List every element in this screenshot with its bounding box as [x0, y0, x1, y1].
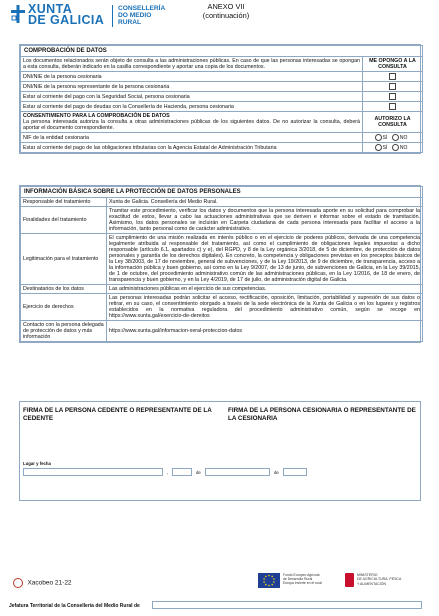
ministry-text [357, 573, 401, 586]
row-dni-cesionaria: DNI/NIE de la persona cesionaria [21, 72, 363, 82]
place-input[interactable] [23, 468, 163, 476]
ministry-line3: Y ALIMENTACIÓN [357, 581, 387, 586]
derechos-value: Las personas interesadas podrán solicitar el acceso, rectificación, oposición, limitación, portabilidad y supresión de sus datos o retirar, en su caso, el consentimiento otorgado a través de la sede electrónica de la Xunta de Galicia o en los lugares y registros establecidos en la normativa reguladora del procedimiento administrativo común, según se recoge en https://www.xunta.gal/exercicio-de-dereitos [107, 294, 423, 321]
authorize-header: AUTORIZO LA CONSULTA [363, 112, 423, 133]
consellaria-wordmark [118, 5, 165, 26]
row-dni-representante: DNI/NIE de la persona representante de la persona cesionaria [21, 82, 363, 92]
proteccion-title: INFORMACIÓN BÁSICA SOBRE LA PROTECCIÓN DE DATOS PERSONALES [21, 187, 423, 198]
firma-cesionaria-title: FIRMA DE LA PERSONA CESIONARIA O REPRESENTANTE DE LA CESIONARIA [228, 407, 416, 422]
day-input[interactable] [172, 468, 192, 476]
xunta-line1: XUNTA [28, 2, 73, 16]
destinatarios-label: Destinatarios de los datos [21, 285, 107, 294]
eu-flag-icon [258, 573, 280, 588]
xacobeo-icon [13, 578, 23, 588]
spain-crest-icon [345, 573, 354, 587]
xacobeo-logo [13, 574, 72, 586]
responsable-value: Xunta de Galicia. Consellería del Medio Rural. [107, 198, 423, 207]
consent-title: CONSENTIMIENTO PARA LA COMPROBACIÓN DE DATOS [23, 113, 170, 119]
firma-cedente-title: FIRMA DE LA PERSONA CEDENTE O REPRESENTANTE DE LA CEDENTE [23, 407, 212, 422]
comprobacion-intro: Los documentos relacionados serán objeto de consulta a las administraciones públicas. En caso de que las personas interesadas se opongan a esta consulta, deberán indicarlo en la casilla correspondiente y aportar una copia de los documentos. [21, 57, 363, 72]
annex-heading [191, 3, 261, 20]
derechos-label: Ejercicio de derechos [21, 294, 107, 321]
comprobacion-title: COMPROBACIÓN DE DATOS [21, 46, 423, 57]
xunta-logo [10, 4, 26, 24]
finalidades-label: Finalidades del tratamiento [21, 207, 107, 234]
contacto-link[interactable]: https://www.xunta.gal/informacion-xeral-proteccion-datos [107, 321, 423, 342]
annex-subtitle: (continuación) [202, 10, 250, 20]
oppose-checkbox-dni-cesionaria[interactable] [389, 73, 396, 80]
feader-line3: Europa invierte en el rural [283, 581, 322, 586]
consent-text: La persona interesada autoriza la consulta a otras administraciones públicas de los siguientes datos. De no autorizar la consulta, deberá aportar el documento correspondiente. [23, 119, 360, 131]
eu-stars-icon [258, 573, 280, 588]
responsable-label: Responsable del tratamiento [21, 198, 107, 207]
contacto-label: Contacto con la persona delegada de protección de datos y más información [21, 321, 107, 342]
oppose-checkbox-hacienda[interactable] [389, 103, 396, 110]
nif-no-label: NO [399, 134, 408, 141]
legitimacion-value: El cumplimiento de una misión realizada en interés público o en el ejercicio de poderes públicos, derivada de una competencia legalmente atribuida al responsable del tratamiento, así como el cumplimiento de obligaciones legales impuestas a dicho responsable (artículo 6.1, apartados c) y e), del RGPD, y 8 de la Ley orgánica 3/2018, de 5 de diciembre, de protección de datos personales y garantía de los derechos digitales). En concreto, la competencia y obligaciones previstas en los preceptos básicos de la Ley 38/2003, de 17 de noviembre, general de subvenciones, y de la Ley 19/2013, de 9 de diciembre, de transparencia, acceso a la información pública y buen gobierno, así como en la Ley 9/2007, de 13 de junio, de subvenciones de Galicia, en la Ley 39/2015, de 1 de octubre, del procedimiento administrativo común de las administraciones públicas, en la Ley 1/2016, de 18 de enero, de transparencia y buen gobierno, y en la Ley 4/2019, de 17 de julio, de administración digital de Galicia. [107, 234, 423, 285]
oppose-checkbox-seguridad-social[interactable] [389, 93, 396, 100]
row-nif-entidad: NIF de la entidad cesionaria [21, 133, 363, 143]
ministry-line1: MINISTERIO [357, 573, 378, 577]
aeat-no-label: NO [399, 144, 408, 151]
place-date-label: Lugar y fecha [23, 461, 51, 466]
galicia-cross-icon [10, 4, 26, 24]
destinatarios-value: Las administraciones públicas en el ejercicio de sus competencias. [107, 285, 423, 294]
month-input[interactable] [205, 468, 270, 476]
date-sep-comma: , [167, 470, 169, 475]
date-sep-de1: de [196, 470, 201, 475]
oppose-checkbox-dni-representante[interactable] [389, 83, 396, 90]
feader-line2: de Desarrollo Rural [283, 577, 313, 582]
consent-block [21, 112, 363, 133]
logo-divider [112, 5, 113, 27]
nif-yes-radio[interactable] [375, 134, 382, 141]
date-sep-de2: de [274, 470, 279, 475]
annex-title: ANEXO VII [207, 2, 245, 11]
footer-label: Jefatura Territorial de la Consellería del Medio Rural de [9, 603, 140, 609]
feader-line1: Fondo Europeo Agrícola [283, 573, 320, 577]
nif-no-radio[interactable] [392, 134, 399, 141]
ministry-line2: DE AGRICULTURA, PESCA [357, 577, 402, 582]
consellaria-line3: RURAL [118, 19, 142, 26]
nif-radio-group [363, 133, 423, 143]
proteccion-section [19, 185, 421, 343]
aeat-radio-group [363, 143, 423, 153]
aeat-yes-radio[interactable] [375, 144, 382, 151]
nif-yes-label: SÍ [382, 134, 388, 141]
legitimacion-label: Legitimación para el tratamiento [21, 234, 107, 285]
finalidades-value: Tramitar este procedimiento, verificar los datos y documentos que la persona interesada aporte en su solicitud para comprobar la exactitud de estos, llevar a cabo las actuaciones administrativas que se deriven e informar sobre el estado de tramitación. Asimismo, los datos personales se incluirán en Carpeta ciudadana de cada persona interesada para facilitar el acceso a la información, tanto personal como de carácter administrativo. [107, 207, 423, 234]
row-aeat: Estar al corriente del pago de las obligaciones tributarias con la Agencia Estatal de Administración Tributaria [21, 143, 363, 153]
year-input[interactable] [283, 468, 307, 476]
aeat-no-radio[interactable] [392, 144, 399, 151]
xacobeo-text: Xacobeo 21-22 [27, 579, 72, 587]
consellaria-line1: CONSELLERÍA [118, 5, 166, 12]
jefatura-input[interactable] [152, 601, 422, 609]
row-hacienda: Estar al corriente del pago de deudas con la Consellería de Hacienda, persona cesionaria [21, 102, 363, 112]
firma-section [19, 401, 421, 501]
row-seguridad-social: Estar al corriente del pago con la Seguridad Social, persona cesionaria [21, 92, 363, 102]
feader-text [283, 573, 322, 586]
aeat-yes-label: SÍ [382, 144, 388, 151]
comprobacion-section [19, 44, 421, 154]
xunta-wordmark [28, 4, 104, 26]
xunta-line2: DE GALICIA [28, 13, 105, 27]
consellaria-line2: DO MEDIO [118, 12, 152, 19]
oppose-header: ME OPONGO A LA CONSULTA [363, 57, 423, 72]
